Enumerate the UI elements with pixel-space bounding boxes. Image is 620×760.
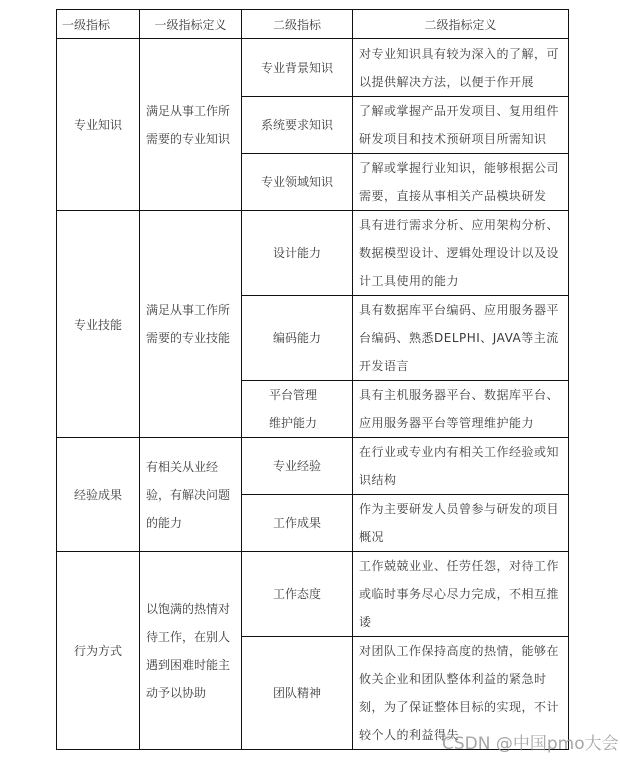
level2-definition: 了解或掌握产品开发项目、复用组件研发项目和技术预研项目所需知识 xyxy=(353,97,569,154)
level2-definition: 具有数据库平台编码、应用服务器平台编码、熟悉DELPHI、JAVA等主流开发语言 xyxy=(353,296,569,381)
level2-definition: 在行业或专业内有相关工作经验或知识结构 xyxy=(353,438,569,495)
level2-name: 编码能力 xyxy=(242,296,353,381)
level1-name: 经验成果 xyxy=(57,438,140,552)
level1-definition: 以饱满的热情对待工作，在别人遇到困难时能主动予以协助 xyxy=(140,552,242,750)
level2-name: 系统要求知识 xyxy=(242,97,353,154)
indicator-table xyxy=(56,9,569,750)
header-row xyxy=(57,10,569,39)
level2-definition: 工作兢兢业业、任劳任怨，对待工作或临时事务尽心尽力完成，不相互推诿 xyxy=(353,552,569,637)
level2-name: 平台管理维护能力 xyxy=(242,381,353,438)
table-row xyxy=(57,211,569,296)
level2-name: 专业领域知识 xyxy=(242,154,353,211)
csdn-watermark: CSDN @中国pmo大会 xyxy=(442,734,619,754)
table-row xyxy=(57,438,569,495)
level1-name: 专业技能 xyxy=(57,211,140,438)
table-row xyxy=(57,39,569,97)
table-row xyxy=(57,552,569,637)
level2-definition: 对专业知识具有较为深入的了解，可以提供解决方法，以便于作开展 xyxy=(353,39,569,97)
level1-name: 专业知识 xyxy=(57,39,140,211)
level2-name: 团队精神 xyxy=(242,637,353,750)
header-level2: 二级指标 xyxy=(242,10,353,39)
header-level1-def: 一级指标定义 xyxy=(140,10,242,39)
level2-definition: 对团队工作保持高度的热情，能够在攸关企业和团队整体利益的紧急时刻，为了保证整体目标的实现，不计较个人的利益得失 xyxy=(353,637,569,750)
level2-name: 专业背景知识 xyxy=(242,39,353,97)
level1-definition: 满足从事工作所需要的专业知识 xyxy=(140,39,242,211)
level2-definition: 了解或掌握行业知识，能够根据公司需要，直接从事相关产品模块研发 xyxy=(353,154,569,211)
level2-definition: 具有进行需求分析、应用架构分析、数据模型设计、逻辑处理设计以及设计工具使用的能力 xyxy=(353,211,569,296)
level2-name: 专业经验 xyxy=(242,438,353,495)
level1-definition: 有相关从业经验，有解决问题的能力 xyxy=(140,438,242,552)
level2-definition: 具有主机服务器平台、数据库平台、应用服务器平台等管理维护能力 xyxy=(353,381,569,438)
level2-name: 工作态度 xyxy=(242,552,353,637)
level1-definition: 满足从事工作所需要的专业技能 xyxy=(140,211,242,438)
header-level2-def: 二级指标定义 xyxy=(353,10,569,39)
level1-name: 行为方式 xyxy=(57,552,140,750)
header-level1: 一级指标 xyxy=(57,10,140,39)
level2-definition: 作为主要研发人员曾参与研发的项目概况 xyxy=(353,495,569,552)
level2-name: 设计能力 xyxy=(242,211,353,296)
level2-name: 工作成果 xyxy=(242,495,353,552)
